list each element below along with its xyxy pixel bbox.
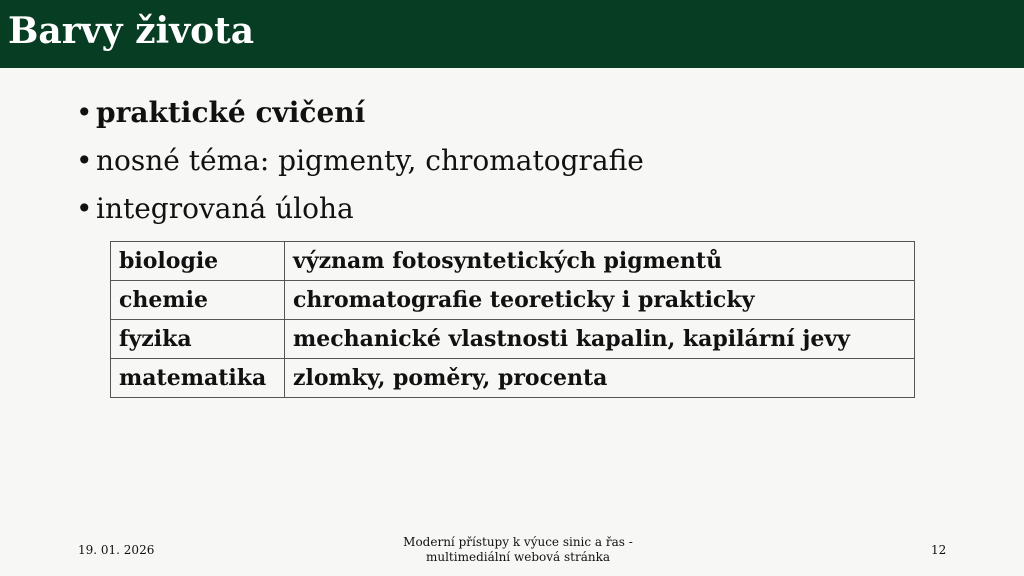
- bullet-dot-icon: •: [76, 96, 93, 129]
- footer-title-line-2: multimediální webová stránka: [425, 550, 611, 564]
- table-row: [111, 359, 915, 398]
- bullet-item-integrated-task: [76, 185, 644, 233]
- table-row: [111, 320, 915, 359]
- bullet-item-topic: [76, 137, 644, 185]
- bullet-text: praktické cvičení: [96, 96, 366, 129]
- table-cell-description: chromatografie teoreticky i prakticky: [285, 281, 915, 320]
- table-row: [111, 242, 915, 281]
- table-cell-subject: fyzika: [111, 320, 285, 359]
- bullet-text: nosné téma: pigmenty, chromatografie: [96, 144, 644, 177]
- footer-title-line-1: Moderní přístupy k výuce sinic a řas -: [403, 535, 633, 549]
- table-row: [111, 281, 915, 320]
- table-cell-subject: chemie: [111, 281, 285, 320]
- footer-date: 19. 01. 2026: [78, 543, 155, 557]
- footer-page-number: 12: [931, 543, 947, 557]
- table-cell-description: zlomky, poměry, procenta: [285, 359, 915, 398]
- table-cell-description: význam fotosyntetických pigmentů: [285, 242, 915, 281]
- bullet-item-practical: [76, 89, 644, 137]
- bullet-list: [76, 89, 644, 233]
- title-bar: [0, 0, 1024, 68]
- table-cell-description: mechanické vlastnosti kapalin, kapilární jevy: [285, 320, 915, 359]
- slide-title: Barvy života: [8, 10, 255, 52]
- table-cell-subject: matematika: [111, 359, 285, 398]
- bullet-dot-icon: •: [76, 192, 93, 225]
- subject-table: [110, 241, 915, 398]
- table-cell-subject: biologie: [111, 242, 285, 281]
- footer-title: [374, 535, 662, 565]
- bullet-text: integrovaná úloha: [96, 192, 354, 225]
- bullet-dot-icon: •: [76, 144, 93, 177]
